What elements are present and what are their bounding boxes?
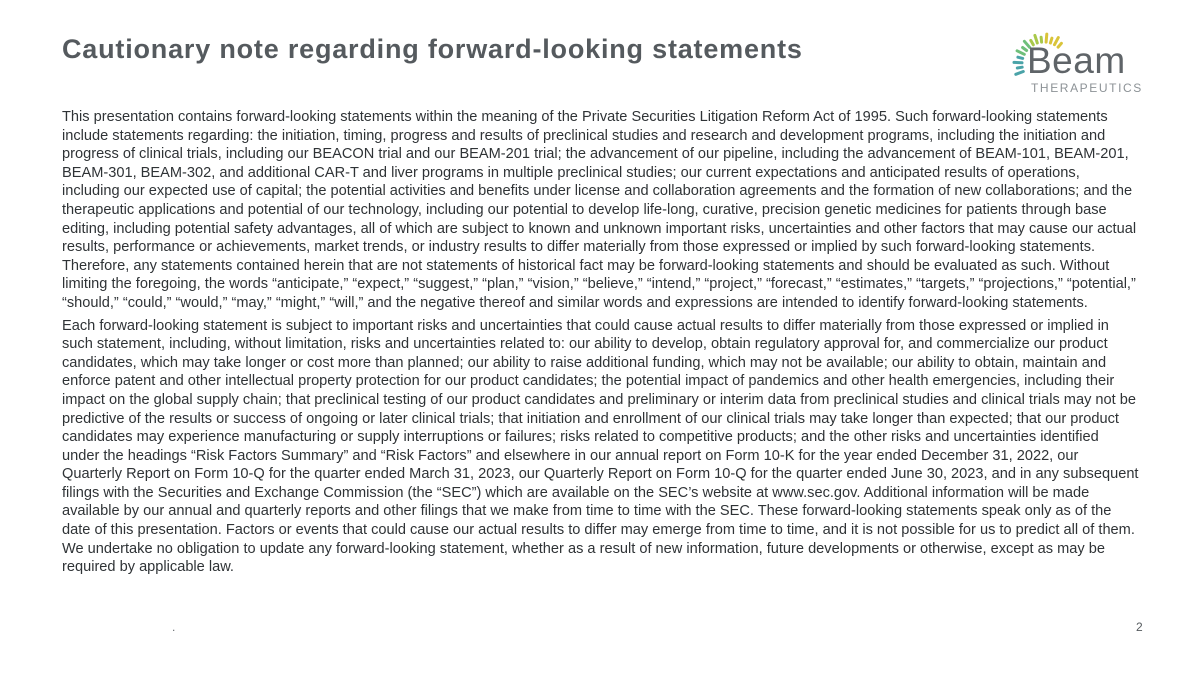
page-number: 2 — [1136, 620, 1143, 634]
logo-wordmark: Beam — [1027, 40, 1126, 81]
slide-title: Cautionary note regarding forward-looking statements — [62, 34, 803, 64]
logo-subtitle: THERAPEUTICS — [1031, 81, 1143, 95]
disclaimer-body — [62, 108, 1140, 581]
paragraph-forward-looking: This presentation contains forward-looking statements within the meaning of the Private Securities Litigation Reform Act of 1995. Such forward-looking statements include statements regarding: the initiation, timing, progress and results of preclinical studies and research and development programs, including the initiation and progress of clinical trials, including our BEACON trial and our BEAM-201 trial; the advancement of our pipeline, including the advancement of BEAM-101, BEAM-201, BEAM-301, BEAM-302, and additional CAR-T and liver programs in multiple preclinical studies; our current expectations and anticipated results of operations, including our expected use of capital; the potential activities and benefits under license and collaboration agreements and the formation of new collaborations; and the therapeutic applications and potential of our technology, including our potential to develop life-long, curative, precision genetic medicines for patients through base editing, including potential safety advantages, all of which are subject to known and unknown important risks, uncertainties and other factors that may cause our actual results, performance or achievements, market trends, or industry results to differ materially from those expressed or implied by such forward-looking statements. Therefore, any statements contained herein that are not statements of historical fact may be forward-looking statements and should be evaluated as such. Without limiting the foregoing, the words “anticipate,” “expect,” “suggest,” “plan,” “vision,” “believe,” “intend,” “project,” “forecast,” “estimates,” “targets,” “projections,” “potential,” “should,” “could,” “would,” “may,” “might,” “will,” and the negative thereof and similar words and expressions are intended to identify forward-looking statements. — [62, 109, 1137, 311]
footer-mark: . — [172, 620, 176, 634]
company-logo — [1004, 26, 1154, 96]
logo-ray — [1017, 51, 1024, 55]
logo-ray — [1016, 72, 1024, 75]
logo-ray — [1017, 67, 1022, 68]
logo-ray — [1018, 57, 1023, 58]
paragraph-risks: Each forward-looking statement is subject to important risks and uncertainties that could cause actual results to differ materially from those expressed or implied in such statement, including, without limitation, risks and uncertainties related to: our ability to develop, obtain regulatory approval for, and commercialize our product candidates, which may take longer or cost more than planned; our ability to raise additional funding, which may not be available; our ability to obtain, maintain and enforce patent and other intellectual property protection for our product candidates; the potential impact of pandemics and other health emergencies, including their impact on the global supply chain; that preclinical testing of our product candidates and preliminary or interim data from preclinical studies and clinical trials may not be predictive of the results or success of ongoing or later clinical trials; that initiation and enrollment of our clinical trials may take longer than expected; that our product candidates may experience manufacturing or supply interruptions or failures; risks related to competitive products; and the other risks and uncertainties identified under the headings “Risk Factors Summary” and “Risk Factors” and elsewhere in our annual report on Form 10-K for the year ended December 31, 2022, our Quarterly Report on Form 10-Q for the quarter ended March 31, 2023, our Quarterly Report on Form 10-Q for the quarter ended June 30, 2023, and in any subsequent filings with the Securities and Exchange Commission (the “SEC”) which are available on the SEC’s website at www.sec.gov. Additional information will be made available by our annual and quarterly reports and other filings that we make from time to time with the SEC. These forward-looking statements speak only as of the date of this presentation. Factors or events that could cause our actual results to differ may emerge from time to time, and it is not possible for us to predict all of them. We undertake no obligation to update any forward-looking statement, whether as a result of new information, future developments or otherwise, except as may be required by applicable law. — [62, 317, 1139, 576]
logo-ray — [1023, 48, 1027, 51]
